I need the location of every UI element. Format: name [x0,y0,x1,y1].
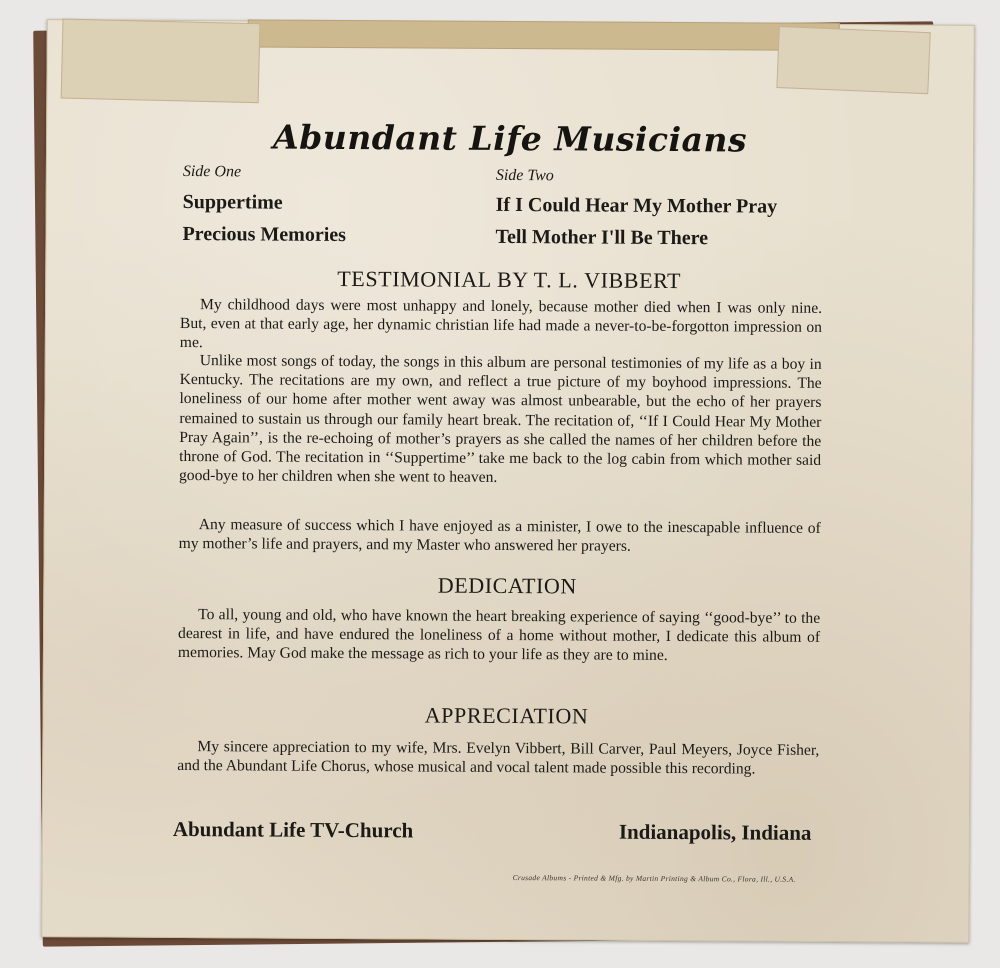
printer-credit: Crusade Albums - Printed & Mfg. by Martin Printing & Album Co., Flora, Ill., U.S.A. [512,873,796,884]
side-one-track-2: Precious Memories [182,223,347,247]
church-location: Indianapolis, Indiana [618,819,812,845]
album-title: Abundant Life Musicians [272,117,748,160]
appreciation-text: My sincere appreciation to my wife, Mrs. Evelyn Vibbert, Bill Carver, Paul Meyers, Joyce Fisher, and the Abundant Life Chorus, whose musical and vocal talent made possible this recording. [177,738,820,778]
dedication-text: To all, young and old, who have known the heart breaking experience of saying ‘‘good-bye’’ to the dearest in life, and have endured the loneliness of a home without mother, I dedicate this album of memories. May God make the message as rich to your life as they are to mine. [177,606,821,665]
testimonial-paragraph-1: My childhood days were most unhappy and lonely, because mother died when I was only nine. But, even at that early age, her dynamic christian life had made a never-to-be-forgotton impression on me. [179,296,823,352]
testimonial-heading: TESTIMONIAL BY T. L. VIBBERT [337,265,682,294]
side-one-track-1: Suppertime [182,191,283,214]
testimonial-paragraph-3: Any measure of success which I have enjoyed as a minister, I owe to the inescapable influence of my mother’s life and prayers, and my Master who answered her prayers. [178,516,821,555]
side-two-track-1: If I Could Hear My Mother Pray [495,193,778,218]
dedication-heading: DEDICATION [437,572,578,599]
sleeve-content [42,20,974,942]
side-two-track-2: Tell Mother I'll Be There [495,225,709,250]
appreciation-heading: APPRECIATION [424,702,589,729]
testimonial-paragraph-2: Unlike most songs of today, the songs in this album are personal testimonies of my life as a boy in Kentucky. The recitations are my own, and reflect a true picture of my boyhood impressions. The loneliness of our home after mother went away was almost unbearable, but the echo of her prayers remained to sustain us through our family heart break. The recitation of, ‘‘If I Could Hear My Mother Pray Again’’, is the re-echoing of mother’s prayers as she called the names of her children before the throne of God. The recitation in ‘‘Suppertime’’ take me back to the log cabin from which mother said good-bye to her children when she went to heaven. [178,352,822,487]
church-name: Abundant Life TV-Church [172,816,414,843]
side-two-label: Side Two [495,166,554,185]
side-one-label: Side One [182,163,242,181]
album-sleeve [41,19,975,943]
